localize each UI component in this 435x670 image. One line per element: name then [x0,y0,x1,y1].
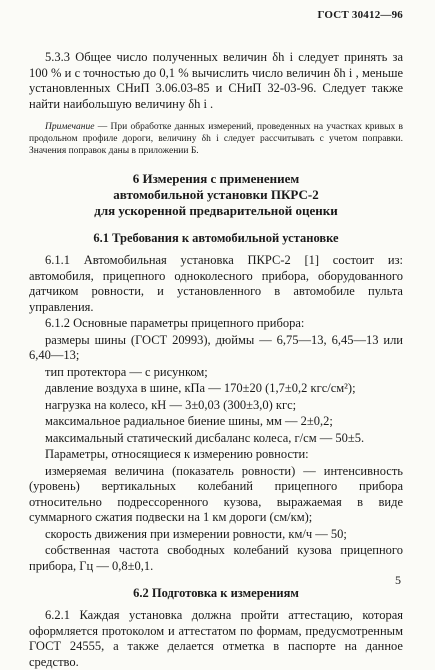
param-runout: максимальное радиальное биение шины, мм — 2±0,2; [45,414,333,428]
section-6-line3: для ускоренной предварительной оценки [94,203,338,218]
param-frequency: собственная частота свободных колебаний кузова прицепного прибора, Гц — 0,8±0,1. [29,543,403,573]
paragraph-6-1-2: 6.1.2 Основные параметры прицепного прибора: [45,316,305,330]
param-pressure: давление воздуха в шине, кПа — 170±20 (1,7±0,2 кгс/см²); [45,381,356,395]
param-load: нагрузка на колесо, кН — 3±0,03 (300±3,0) кгс; [45,397,297,412]
page-body [29,50,403,670]
paragraph-6-1-1: 6.1.1 Автомобильная установка ПКРС-2 [1] состоит из: автомобиля, прицепного одноколесного прибора, оборудованного датчиком ровности, и установленного в автомобиле пульта управления. [29,253,403,314]
param-imbalance: максимальный статический дисбаланс колеса, г/см — 50±5. [45,430,365,445]
section-6-heading [29,171,403,219]
param-tires: размеры шины (ГОСТ 20993), дюймы — 6,75—13, 6,45—13 или 6,40—13; [29,332,403,362]
page-number: 5 [395,573,401,587]
param-tread: тип протектора — с рисунком; [45,364,208,379]
param-speed: скорость движения при измерении ровности, км/ч — 50; [45,526,347,541]
note [29,121,403,157]
subsection-6-2-heading: 6.2 Подготовка к измерениям [133,586,299,600]
param-measured: измеряемая величина (показатель ровности) — интенсивность (уровень) вертикальных колебаний прицепного прибора относительно подрессоренного кузова, выражаемая в виде суммарного сжатия подвески на 1 км дороги (см/км); [29,463,403,524]
paragraph-5-3-3: 5.3.3 Общее число полученных величин δh i следует принять за 100 % и с точностью до 0,1 % вычислить число величин δh i , меньше установленных СНиП 3.06.03-85 и СНиП 32-03-96. Следует также найти наибольшую величину δh i . [29,50,403,111]
params-title: Параметры, относящиеся к измерению ровности: [45,447,309,461]
section-6-line1: 6 Измерения с применением [132,171,300,186]
standard-code-header: ГОСТ 30412—96 [317,9,403,21]
section-6-line2: автомобильной установки ПКРС-2 [113,187,319,202]
note-text: — При обработке данных измерений, проведенных на участках кривых в продольном профиле дороги, величину δh i следует рассчитывать с учетом поправки. Значения поправок даны в приложении Б. [29,122,403,156]
note-label: Примечание [45,122,95,132]
paragraph-6-2-1: 6.2.1 Каждая установка должна пройти аттестацию, которая оформляется протоколом и аттестатом по формам, предусмотренным ГОСТ 24555, а также делается отметка в паспорте на данное средство. [29,608,403,669]
subsection-6-1-heading: 6.1 Требования к автомобильной установке [93,231,339,245]
